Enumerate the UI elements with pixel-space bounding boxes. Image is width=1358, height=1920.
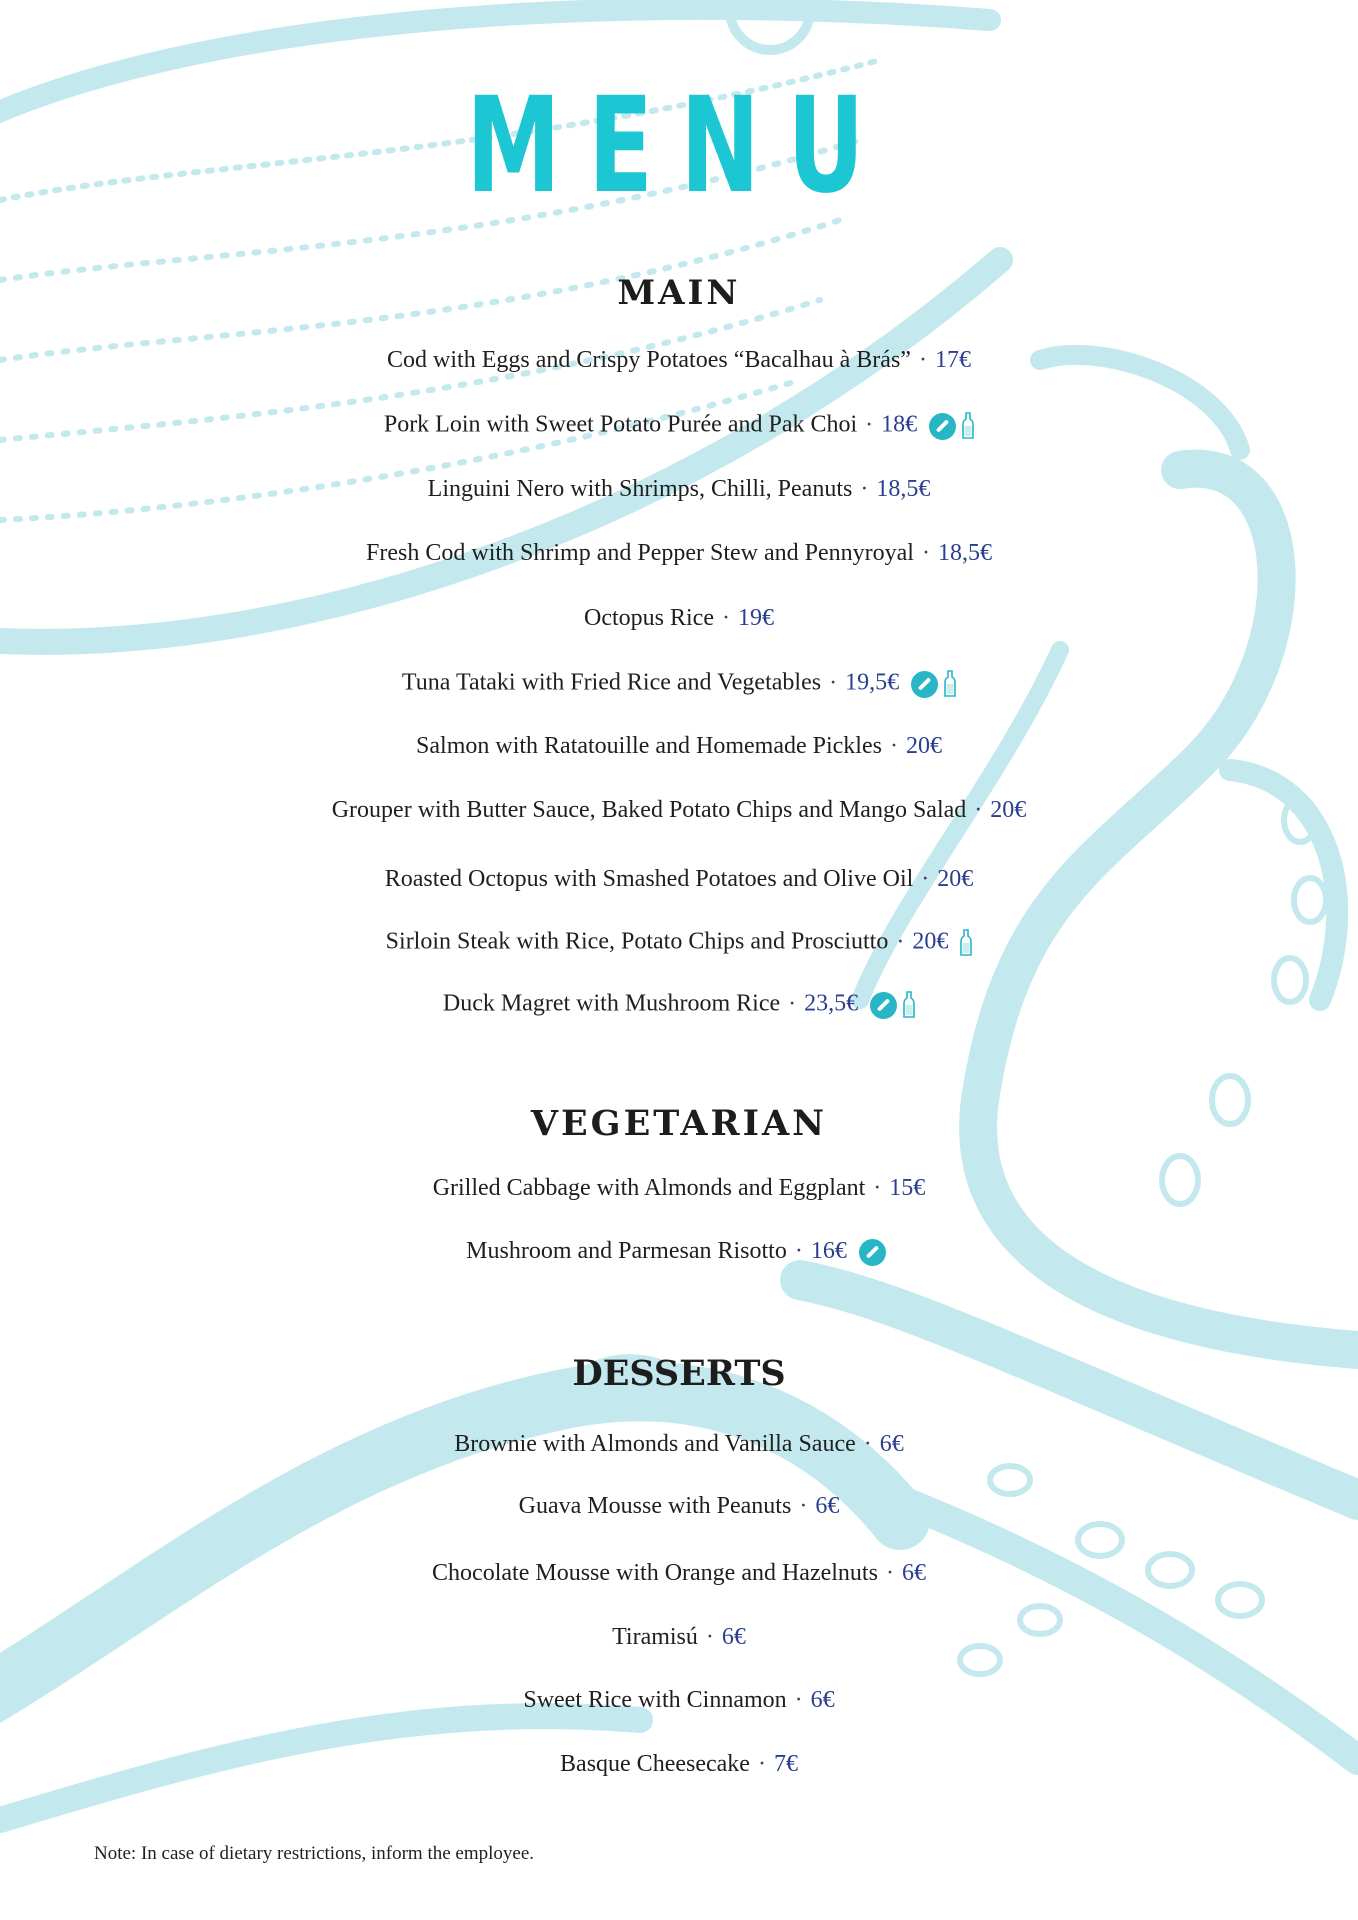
item-name: Sirloin Steak with Rice, Potato Chips and Prosciutto	[385, 928, 889, 955]
section-title-main: MAIN	[617, 273, 741, 313]
item-price: 20€	[990, 797, 1027, 823]
item-name: Brownie with Almonds and Vanilla Sauce	[454, 1431, 856, 1457]
item-price: 20€	[905, 733, 942, 759]
item-name: Guava Mousse with Peanuts	[518, 1493, 792, 1519]
item-price: 6€	[879, 1431, 904, 1457]
item-name: Salmon with Ratatouille and Homemade Pickles	[416, 733, 882, 759]
item-name: Tuna Tataki with Fried Rice and Vegetables	[401, 669, 822, 696]
bottle-icon	[962, 412, 974, 440]
menu-item	[0, 798, 1358, 822]
dietary-note: Note: In case of dietary restrictions, inform the employee.	[94, 1843, 535, 1864]
separator-dot: ·	[974, 797, 983, 823]
item-price: 16€	[810, 1238, 847, 1265]
item-price: 6€	[721, 1624, 746, 1650]
item-price: 6€	[901, 1560, 926, 1586]
separator-dot: ·	[889, 733, 898, 759]
menu-item	[0, 1752, 1358, 1776]
pencil-circle-icon	[859, 1239, 886, 1266]
item-price: 18€	[881, 411, 918, 438]
bottle-icon	[903, 991, 915, 1019]
menu-item	[0, 1432, 1358, 1456]
menu-item	[0, 991, 1358, 1019]
item-name: Octopus Rice	[584, 605, 714, 631]
menu-item	[0, 670, 1358, 698]
menu-item	[0, 1561, 1358, 1585]
menu-item	[0, 1239, 1358, 1266]
menu-item	[0, 1176, 1358, 1200]
item-name: Linguini Nero with Shrimps, Chilli, Peanuts	[427, 476, 853, 502]
item-price: 6€	[810, 1687, 835, 1713]
menu-item	[0, 477, 1358, 501]
menu-item	[0, 734, 1358, 758]
separator-dot: ·	[921, 540, 930, 566]
separator-dot: ·	[885, 1560, 894, 1586]
item-name: Grouper with Butter Sauce, Baked Potato Chips and Mango Salad	[331, 797, 967, 823]
pencil-circle-icon	[870, 992, 897, 1019]
separator-dot: ·	[921, 866, 930, 892]
item-name: Chocolate Mousse with Orange and Hazelnuts	[432, 1560, 878, 1586]
separator-dot: ·	[757, 1751, 766, 1777]
pencil-circle-icon	[929, 413, 956, 440]
separator-dot: ·	[721, 605, 730, 631]
item-name: Roasted Octopus with Smashed Potatoes and Olive Oil	[384, 866, 914, 892]
item-name: Basque Cheesecake	[560, 1751, 750, 1777]
item-name: Grilled Cabbage with Almonds and Eggplant	[432, 1175, 866, 1201]
separator-dot: ·	[896, 928, 905, 955]
item-name: Sweet Rice with Cinnamon	[523, 1687, 787, 1713]
menu-item	[0, 412, 1358, 440]
menu-item	[0, 606, 1358, 630]
separator-dot: ·	[799, 1493, 808, 1519]
separator-dot: ·	[829, 669, 838, 696]
item-name: Cod with Eggs and Crispy Potatoes “Bacalhau à Brás”	[387, 347, 911, 373]
section-title-desserts: DESSERTS	[572, 1353, 786, 1394]
section-title-vegetarian: VEGETARIAN	[530, 1103, 828, 1144]
item-name: Mushroom and Parmesan Risotto	[466, 1238, 787, 1265]
menu-item	[0, 348, 1358, 372]
menu-item	[0, 1688, 1358, 1712]
separator-dot: ·	[865, 411, 874, 438]
item-price: 7€	[773, 1751, 798, 1777]
item-name: Pork Loin with Sweet Potato Purée and Pak Choi	[383, 411, 858, 438]
menu-item	[0, 929, 1358, 957]
separator-dot: ·	[863, 1431, 872, 1457]
item-name: Duck Magret with Mushroom Rice	[442, 990, 781, 1017]
menu-item	[0, 867, 1358, 891]
item-name: Tiramisú	[612, 1624, 698, 1650]
item-price: 18,5€	[937, 540, 992, 566]
bottle-icon	[960, 929, 972, 957]
item-price: 19,5€	[845, 669, 900, 696]
item-price: 23,5€	[804, 990, 859, 1017]
bottle-icon	[944, 670, 956, 698]
item-price: 20€	[937, 866, 974, 892]
item-price: 20€	[912, 928, 949, 955]
separator-dot: ·	[788, 990, 797, 1017]
item-name: Fresh Cod with Shrimp and Pepper Stew and Pennyroyal	[366, 540, 914, 566]
menu-title: MENU	[466, 69, 892, 223]
menu-item	[0, 1625, 1358, 1649]
separator-dot: ·	[860, 476, 869, 502]
item-price: 17€	[934, 347, 971, 373]
item-price: 15€	[889, 1175, 926, 1201]
separator-dot: ·	[873, 1175, 882, 1201]
item-price: 18,5€	[876, 476, 931, 502]
menu-item	[0, 1494, 1358, 1518]
menu-item	[0, 541, 1358, 565]
pencil-circle-icon	[911, 671, 938, 698]
separator-dot: ·	[705, 1624, 714, 1650]
separator-dot: ·	[794, 1687, 803, 1713]
item-price: 19€	[737, 605, 774, 631]
separator-dot: ·	[918, 347, 927, 373]
item-price: 6€	[815, 1493, 840, 1519]
separator-dot: ·	[794, 1238, 803, 1265]
